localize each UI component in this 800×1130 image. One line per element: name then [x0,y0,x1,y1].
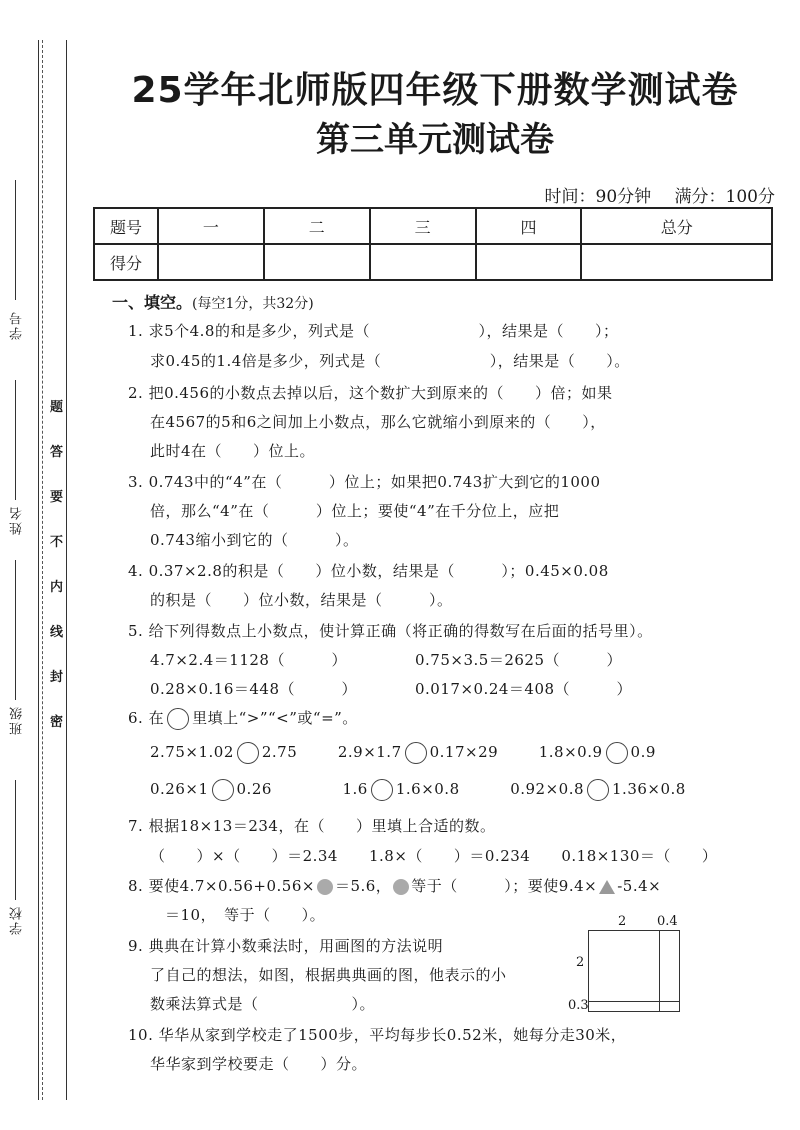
expr: 0.9 [630,743,656,761]
cut-line [42,40,43,1100]
q8-text: ＝5.6， [334,877,392,895]
table-header: 题号 [94,208,158,244]
expr: 2.75×1.02 [150,743,234,761]
school-label: 学校 [10,905,25,935]
gray-circle-symbol [393,879,409,895]
q8-text: 等于（ ）；要使9.4× [411,877,598,895]
question-9-line-3: 数乘法算式是（ ）。 [150,995,376,1013]
question-4-line-1: 4. 0.37×2.8的积是（ ）位小数，结果是（ ）；0.45×0.08 [128,562,609,580]
seal-char: 不 [50,535,64,550]
question-6-row-2 [150,779,686,801]
page-subtitle: 第三单元测试卷 [316,120,554,160]
section-note: (每空1分，共32分) [192,296,314,312]
table-row [94,208,772,244]
question-5: 5. 给下列得数点上小数点，使计算正确（将正确的得数写在后面的括号里）。 [128,622,653,640]
school-line [15,780,16,900]
expr: 2.75 [261,743,298,761]
q8-text: -5.4× [617,877,662,895]
margin-rule [66,40,67,1100]
class-line [15,560,16,700]
page-title: 25学年北师版四年级下册数学测试卷 [131,70,739,111]
expr: 1.8×0.9 [538,743,603,761]
score-table [93,207,773,281]
score-cell[interactable] [581,244,772,280]
compare-circle[interactable] [371,779,393,801]
question-5-item: 0.28×0.16＝448（ ） [150,680,357,698]
seal-char: 线 [50,625,64,640]
question-1-line-2: 求0.45的1.4倍是多少，列式是（ ），结果是（ ）。 [150,352,630,370]
question-2-line-2: 在4567的5和6之间加上小数点，那么它就缩小到原来的（ ）， [150,413,606,431]
score-cell[interactable] [264,244,370,280]
question-2-line-3: 此时4在（ ）位上。 [150,442,316,460]
table-row [94,244,772,280]
figure-label: 2 [576,955,585,970]
question-2-line-1: 2. 把0.456的小数点去掉以后，这个数扩大到原来的（ ）倍；如果 [128,384,613,402]
question-7: 7. 根据18×13＝234，在（ ）里填上合适的数。 [128,817,496,835]
question-3-line-1: 3. 0.743中的“4”在（ ）位上；如果把0.743扩大到它的1000 [128,473,601,491]
expr: 0.17×29 [429,743,499,761]
compare-circle[interactable] [587,779,609,801]
expr: 0.92×0.8 [510,780,585,798]
figure-divider [589,1001,679,1002]
gray-circle-symbol [317,879,333,895]
question-3-line-3: 0.743缩小到它的（ ）。 [150,531,359,549]
question-6-row-1 [150,742,656,764]
table-header: 一 [158,208,264,244]
seal-char: 密 [50,715,64,730]
table-header: 四 [476,208,582,244]
compare-circle[interactable] [606,742,628,764]
area-model-figure [588,930,680,1012]
q8-text: 8. 要使4.7×0.56+0.56× [128,877,315,895]
seal-char: 封 [50,670,64,685]
question-5-item: 0.75×3.5＝2625（ ） [415,651,622,669]
compare-circle[interactable] [212,779,234,801]
question-8-line-1 [128,875,661,896]
expr: 0.26 [236,780,272,798]
figure-label: 0.4 [657,914,678,929]
expr: 0.26×1 [150,780,209,798]
circle-blank [167,708,189,730]
name-line [15,380,16,500]
question-9-line-2: 了自己的想法，如图，根据典典画的图，他表示的小 [150,966,507,984]
seal-char: 题 [50,400,64,415]
seal-char: 答 [50,445,64,460]
question-8-line-2: ＝10， 等于（ ）。 [165,906,326,924]
triangle-symbol [599,880,615,894]
question-3-line-2: 倍，那么“4”在（ ）位上；要使“4”在千分位上，应把 [150,502,560,520]
table-header: 三 [370,208,476,244]
score-cell[interactable] [370,244,476,280]
student-id-label: 学号 [10,310,25,340]
question-6-text: 里填上“>”“<”或“=”。 [192,709,358,727]
question-10-line-1: 10. 华华从家到学校走了1500步，平均每步长0.52米，她每分走30米， [128,1026,627,1044]
section-heading [112,290,314,313]
student-id-line [15,180,16,300]
figure-label: 2 [618,914,627,929]
section-title: 一、填空。 [112,293,193,312]
time-limit: 时间：90分钟 [544,187,652,207]
figure-divider [659,931,660,1011]
question-1-line-1: 1. 求5个4.8的和是多少，列式是（ ），结果是（ ）； [128,322,619,340]
question-5-item: 4.7×2.4＝1128（ ） [150,651,347,669]
question-9-line-1: 9. 典典在计算小数乘法时，用画图的方法说明 [128,937,444,955]
class-label: 班级 [10,705,25,735]
full-score: 满分：100分 [674,187,775,207]
binding-margin [0,0,80,1130]
margin-rule [38,40,39,1100]
score-cell[interactable] [158,244,264,280]
score-cell[interactable] [476,244,582,280]
figure-label: 0.3 [568,998,589,1013]
expr: 2.9×1.7 [337,743,402,761]
expr: 1.36×0.8 [612,780,686,798]
compare-circle[interactable] [237,742,259,764]
table-header: 总分 [581,208,772,244]
question-10-line-2: 华华家到学校要走（ ）分。 [150,1055,368,1073]
seal-char: 要 [50,490,64,505]
expr: 1.6×0.8 [395,780,460,798]
expr: 1.6 [342,780,368,798]
question-5-item: 0.017×0.24＝408（ ） [415,680,633,698]
seal-char: 内 [50,580,64,595]
score-row-label: 得分 [94,244,158,280]
name-label: 姓名 [10,505,25,535]
question-7-row: （ ）×（ ）＝2.34 1.8×（ ）＝0.234 0.18×130＝（ ） [150,847,718,865]
exam-meta [527,182,776,207]
compare-circle[interactable] [405,742,427,764]
question-6 [128,707,358,730]
question-4-line-2: 的积是（ ）位小数，结果是（ ）。 [150,591,453,609]
table-header: 二 [264,208,370,244]
question-6-text: 6. 在 [128,709,165,727]
